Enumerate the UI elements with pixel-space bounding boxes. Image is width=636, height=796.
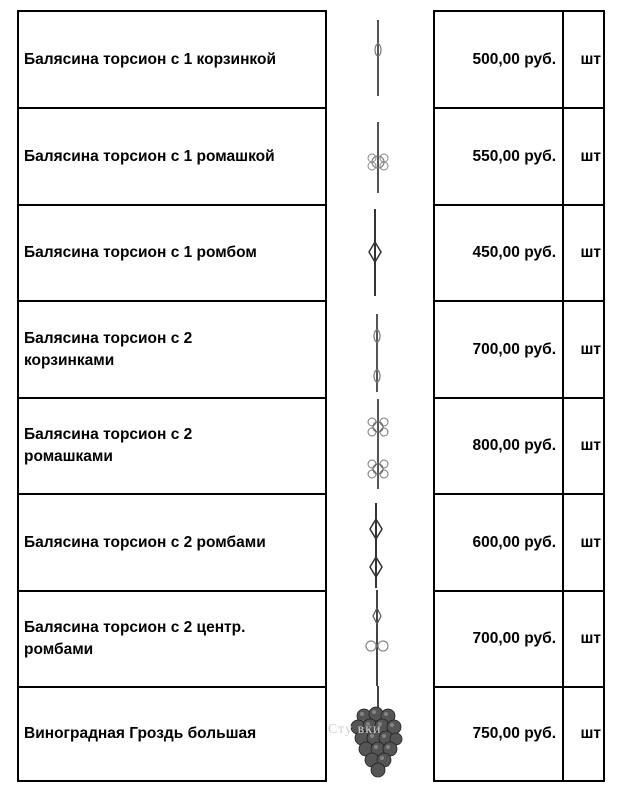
price: 600,00 руб.	[435, 495, 564, 592]
price: 700,00 руб.	[435, 592, 564, 688]
baluster-2-rhombuses-image	[330, 493, 430, 590]
unit: шт	[564, 399, 603, 495]
product-name: Балясина торсион с 2 ромашками	[19, 399, 325, 495]
unit: шт	[580, 725, 601, 742]
baluster-2-flowers-image	[330, 397, 430, 493]
product-name: Балясина торсион с 1 корзинкой	[19, 12, 325, 109]
price-table	[433, 10, 605, 782]
price: 700,00 руб.	[435, 302, 564, 399]
unit: шт	[564, 12, 603, 109]
price: 500,00 руб.	[435, 12, 564, 109]
watermark: Сту вки	[328, 722, 382, 737]
unit: шт	[564, 592, 603, 688]
product-image-column	[330, 10, 430, 782]
baluster-1-flower-image	[330, 107, 430, 204]
price: 550,00 руб.	[435, 109, 564, 206]
unit: шт	[564, 495, 603, 592]
product-name: Балясина торсион с 1 ромбом	[19, 206, 325, 302]
product-name: Балясина торсион с 2 корзинками	[19, 302, 325, 399]
unit: шт	[564, 109, 603, 206]
unit: шт	[564, 302, 603, 399]
product-name: Балясина торсион с 1 ромашкой	[19, 109, 325, 206]
product-name: Виноградная Гроздь большая	[24, 725, 257, 742]
price: 450,00 руб.	[435, 206, 564, 302]
price: 800,00 руб.	[435, 399, 564, 495]
unit: шт	[564, 206, 603, 302]
baluster-1-rhombus-image	[330, 204, 430, 300]
product-name: Балясина торсион с 2 ромбами	[19, 495, 325, 592]
baluster-2-baskets-image	[330, 300, 430, 397]
baluster-2-center-rhombuses-image	[330, 590, 430, 686]
price: 750,00 руб.	[435, 688, 564, 780]
baluster-1-basket-image	[330, 10, 430, 107]
product-name-column	[17, 10, 327, 782]
product-name: Балясина торсион с 2 центр. ромбами	[19, 592, 325, 688]
